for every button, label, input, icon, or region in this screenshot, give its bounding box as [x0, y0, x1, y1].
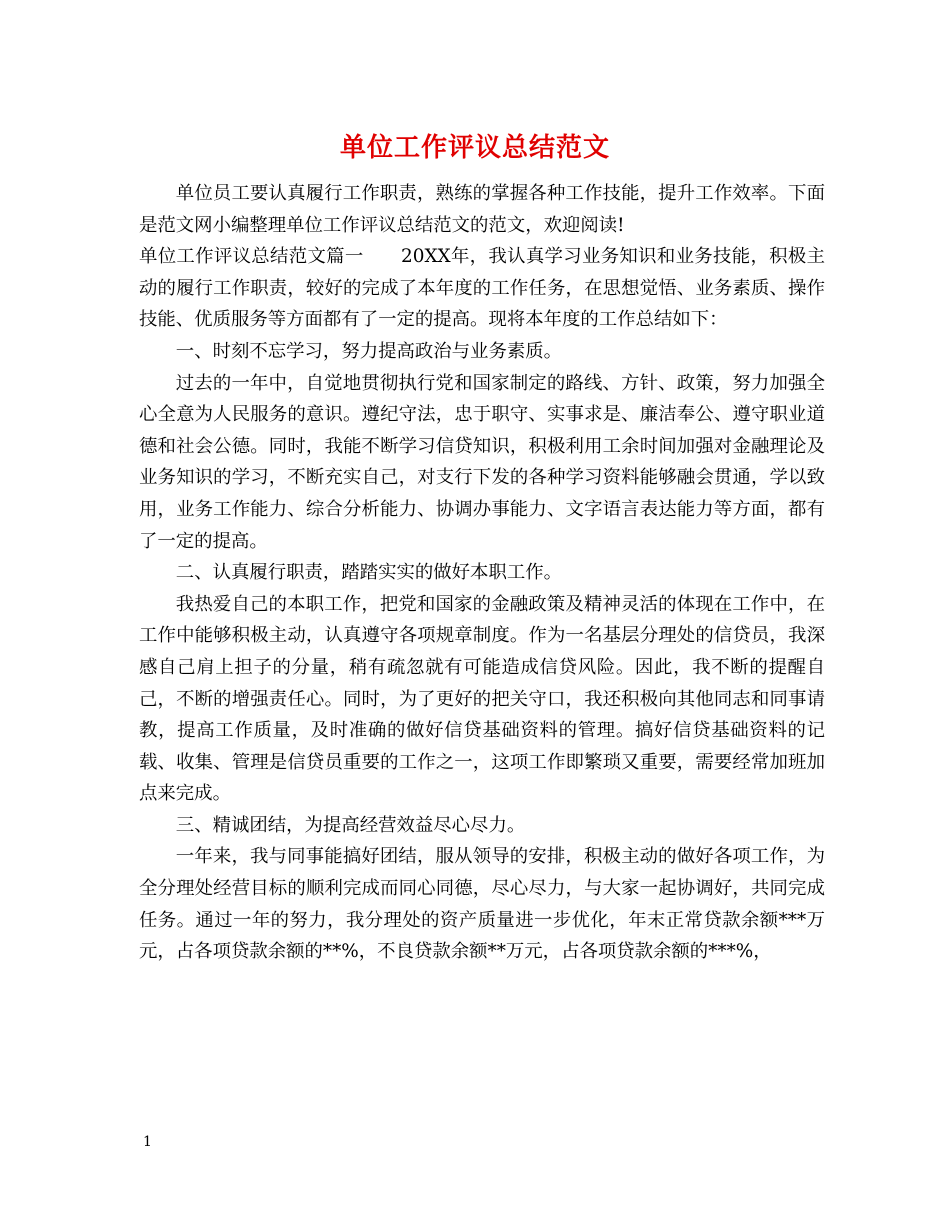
heading-paragraph-2: 二、认真履行职责，踏踏实实的做好本职工作。: [175, 562, 563, 584]
document-title: 单位工作评议总结范文: [339, 133, 610, 163]
body-paragraph-2: 我热爱自己的本职工作，把党和国家的金融政策及精神灵活的体现在工作中，在工作中能够积极主动，认真遵守各项规章制度。作为一名基层分理处的信贷员，我深感自己肩上担子的分量，稍有疏忽就有可能造成信贷风险。因此，我不断的提醒自己，不断的增强责任心。同时，为了更好的把关守口，我还积极向其他同志和同事请教，提高工作质量，及时准确的做好信贷基础资料的管理。搞好信贷基础资料的记载、收集、管理是信贷员重要的工作之一，这项工作即繁琐又重要，需要经常加班加点来完成。: [139, 593, 825, 805]
document-body: [139, 178, 825, 968]
intro-paragraph: 单位员工要认真履行工作职责，熟练的掌握各种工作技能，提升工作效率。下面是范文网小编整理单位工作评议总结范文的范文，欢迎阅读!: [139, 183, 825, 236]
heading-paragraph-3: 三、精诚团结，为提高经营效益尽心尽力。: [175, 814, 526, 836]
heading-paragraph-1: 一、时刻不忘学习，努力提高政治与业务素质。: [175, 340, 563, 362]
page-number: 1: [143, 1134, 152, 1150]
body-paragraph-3: 一年来，我与同事能搞好团结，服从领导的安排，积极主动的做好各项工作，为全分理处经营目标的顺利完成而同心同德，尽心尽力，与大家一起协调好，共同完成任务。通过一年的努力，我分理处的资产质量进一步优化，年末正常贷款余额***万元，占各项贷款余额的**%，不良贷款余额**万元，占各项贷款余额的***%，: [139, 846, 825, 963]
body-paragraph-1: 过去的一年中，自觉地贯彻执行党和国家制定的路线、方针、政策，努力加强全心全意为人民服务的意识。遵纪守法，忠于职守、实事求是、廉洁奉公、遵守职业道德和社会公德。同时，我能不断学习信贷知识，积极利用工余时间加强对金融理论及业务知识的学习，不断充实自己，对支行下发的各种学习资料能够融会贯通，学以致用，业务工作能力、综合分析能力、协调办事能力、文字语言表达能力等方面，都有了一定的提高。: [139, 372, 825, 552]
section-paragraph-1: 单位工作评议总结范文篇一 20XX年，我认真学习业务知识和业务技能，积极主动的履行工作职责，较好的完成了本年度的工作任务，在思想觉悟、业务素质、操作技能、优质服务等方面都有了一定的提高。现将本年度的工作总结如下：: [139, 246, 825, 331]
